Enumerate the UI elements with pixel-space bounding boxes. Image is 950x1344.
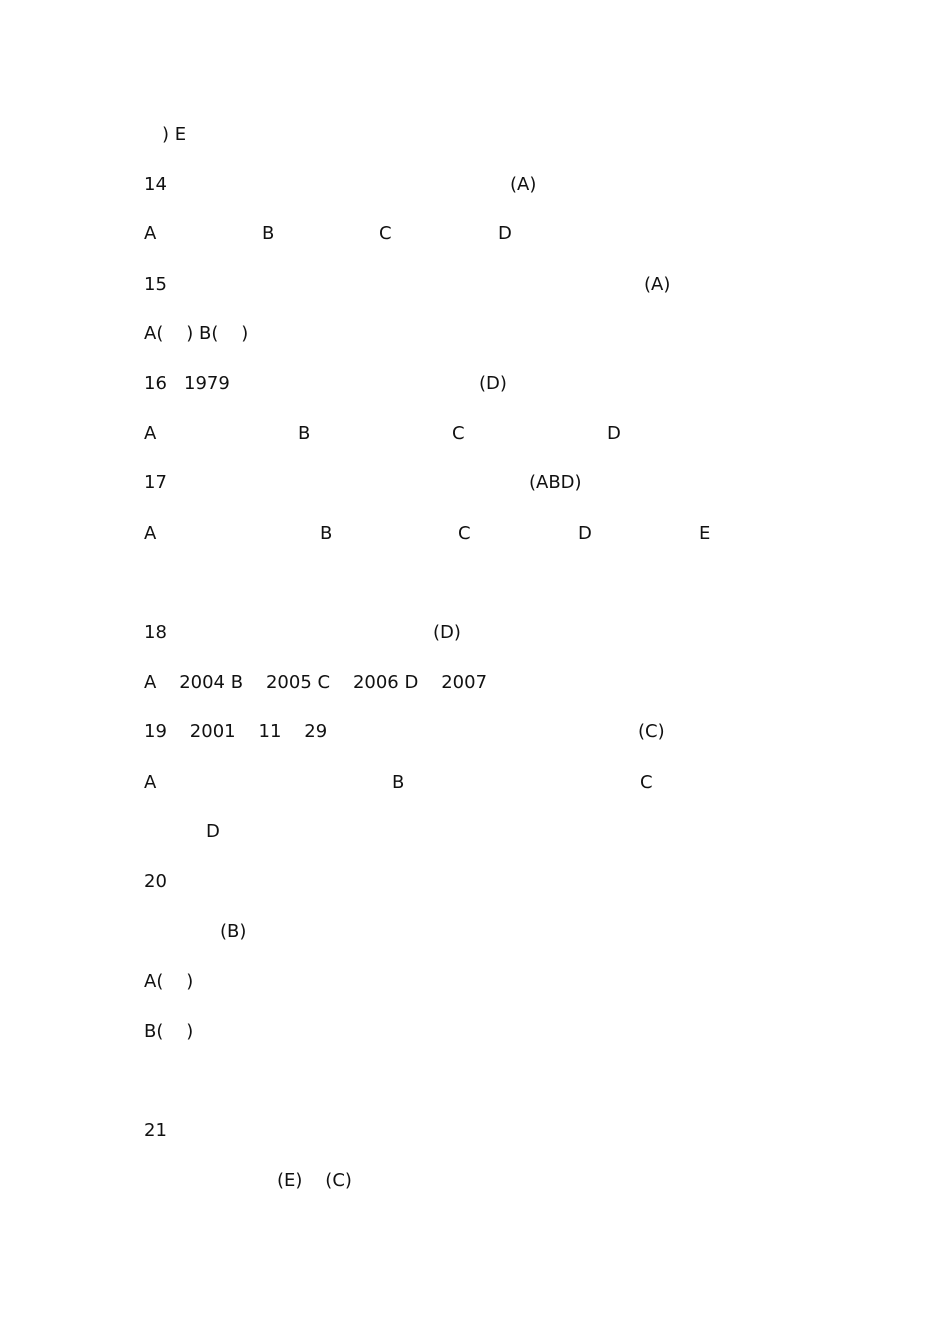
question-16-option-d: D [607,423,621,444]
question-17-number: 17 [144,472,167,493]
question-18-answer: (D) [433,622,461,643]
question-14-option-d: D [498,223,512,244]
question-19-answer: (C) [638,721,665,742]
question-15-answer: (A) [644,274,671,295]
question-21-answer: (E) (C) [277,1170,352,1191]
question-16-year: 1979 [184,373,230,394]
question-18-options: A 2004 B 2005 C 2006 D 2007 [144,672,488,693]
question-19-line: 19 2001 11 29 [144,721,328,742]
question-14-option-c: C [379,223,392,244]
question-20-number: 20 [144,871,167,892]
question-17-option-a: A [144,523,157,544]
question-14-answer: (A) [510,174,537,195]
line-continuation: ) E [162,124,187,145]
question-16-option-a: A [144,423,157,444]
question-17-option-d: D [578,523,592,544]
question-19-option-c: C [640,772,653,793]
question-16-answer: (D) [479,373,507,394]
question-18-number: 18 [144,622,167,643]
question-19-option-d: D [206,821,220,842]
question-17-option-e: E [699,523,711,544]
question-19-option-a: A [144,772,157,793]
question-15-options: A( ) B( ) [144,323,249,344]
question-17-option-b: B [320,523,333,544]
question-19-option-b: B [392,772,405,793]
question-15-number: 15 [144,274,167,295]
question-16-option-c: C [452,423,465,444]
question-21-number: 21 [144,1120,167,1141]
question-14-option-b: B [262,223,275,244]
question-20-option-a: A( ) [144,971,194,992]
question-14-number: 14 [144,174,167,195]
question-16-number: 16 [144,373,167,394]
question-20-answer: (B) [220,921,247,942]
question-17-answer: (ABD) [529,472,582,493]
question-14-option-a: A [144,223,157,244]
question-16-option-b: B [298,423,311,444]
question-17-option-c: C [458,523,471,544]
question-20-option-b: B( ) [144,1021,194,1042]
